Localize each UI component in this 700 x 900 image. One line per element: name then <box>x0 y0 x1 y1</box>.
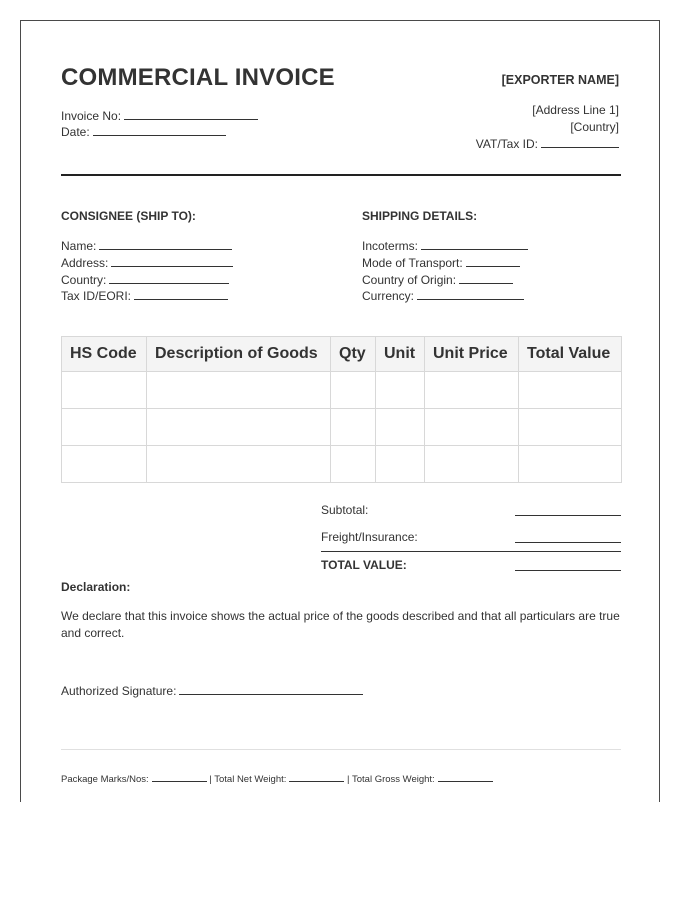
table-cell[interactable] <box>331 372 376 409</box>
column-header: Unit Price <box>425 337 519 372</box>
table-row <box>62 372 622 409</box>
consignee-taxid-field <box>61 288 228 303</box>
signature-blank[interactable] <box>179 683 363 695</box>
net-weight-label: | Total Net Weight: <box>209 774 287 785</box>
column-header: Qty <box>331 337 376 372</box>
table-cell[interactable] <box>62 409 147 446</box>
consignee-country-field <box>61 272 229 287</box>
exporter-vat <box>476 136 619 151</box>
column-header: HS Code <box>62 337 147 372</box>
currency-label: Currency: <box>362 289 415 303</box>
exporter-name: [EXPORTER NAME] <box>501 73 619 87</box>
declaration-text: We declare that this invoice shows the actual price of the goods described and that all particulars are true and correct. <box>61 609 620 640</box>
consignee-country-blank[interactable] <box>109 272 229 284</box>
table-header-row <box>62 337 622 372</box>
vat-blank[interactable] <box>541 136 619 148</box>
table-cell[interactable] <box>425 409 519 446</box>
totals-divider <box>321 551 621 552</box>
invoice-page <box>20 20 660 802</box>
date-blank[interactable] <box>93 124 226 136</box>
exporter-address: [Address Line 1] <box>532 103 619 117</box>
table-cell[interactable] <box>425 446 519 483</box>
total-value-label: TOTAL VALUE: <box>321 558 407 572</box>
date-label: Date: <box>61 125 90 139</box>
invoice-title: COMMERCIAL INVOICE <box>61 64 335 91</box>
incoterms-field <box>362 238 528 253</box>
table-cell[interactable] <box>376 409 425 446</box>
gross-weight-blank[interactable] <box>438 772 493 782</box>
consignee-name-label: Name: <box>61 239 97 253</box>
transport-mode-field <box>362 255 520 270</box>
column-header: Description of Goods <box>147 337 331 372</box>
consignee-taxid-label: Tax ID/EORI: <box>61 289 132 303</box>
table-cell[interactable] <box>62 446 147 483</box>
consignee-address-blank[interactable] <box>111 255 233 267</box>
origin-country-label: Country of Origin: <box>362 273 457 287</box>
signature-label: Authorized Signature: <box>61 684 177 698</box>
total-value-blank[interactable] <box>515 570 621 571</box>
declaration-heading: Declaration: <box>61 580 131 594</box>
table-cell[interactable] <box>147 372 331 409</box>
consignee-name-blank[interactable] <box>99 238 232 250</box>
transport-mode-blank[interactable] <box>466 255 520 267</box>
column-header: Total Value <box>519 337 622 372</box>
table-row <box>62 446 622 483</box>
shipping-heading: SHIPPING DETAILS: <box>362 209 478 223</box>
signature-field <box>61 683 363 698</box>
subtotal-label: Subtotal: <box>321 503 369 517</box>
currency-field <box>362 288 524 303</box>
invoice-no-field <box>61 108 258 123</box>
incoterms-label: Incoterms: <box>362 239 419 253</box>
table-cell[interactable] <box>519 446 622 483</box>
package-marks-blank[interactable] <box>152 772 207 782</box>
incoterms-blank[interactable] <box>421 238 528 250</box>
table-cell[interactable] <box>519 372 622 409</box>
column-header: Unit <box>376 337 425 372</box>
table-cell[interactable] <box>425 372 519 409</box>
goods-table <box>61 336 622 483</box>
table-cell[interactable] <box>331 446 376 483</box>
table-cell[interactable] <box>519 409 622 446</box>
table-row <box>62 409 622 446</box>
table-cell[interactable] <box>376 372 425 409</box>
invoice-no-label: Invoice No: <box>61 109 122 123</box>
consignee-heading: CONSIGNEE (SHIP TO): <box>61 209 196 223</box>
consignee-country-label: Country: <box>61 273 107 287</box>
footer-divider <box>61 749 621 750</box>
package-marks-label: Package Marks/Nos: <box>61 774 149 785</box>
consignee-address-field <box>61 255 233 270</box>
subtotal-blank[interactable] <box>515 515 621 516</box>
consignee-taxid-blank[interactable] <box>134 288 228 300</box>
freight-blank[interactable] <box>515 542 621 543</box>
origin-country-field <box>362 272 513 287</box>
table-cell[interactable] <box>147 446 331 483</box>
gross-weight-label: | Total Gross Weight: <box>347 774 435 785</box>
consignee-name-field <box>61 238 232 253</box>
consignee-address-label: Address: <box>61 256 109 270</box>
transport-mode-label: Mode of Transport: <box>362 256 463 270</box>
vat-label: VAT/Tax ID: <box>475 137 538 151</box>
header-divider <box>61 174 621 176</box>
table-cell[interactable] <box>147 409 331 446</box>
table-cell[interactable] <box>331 409 376 446</box>
net-weight-blank[interactable] <box>289 772 344 782</box>
footer-line <box>61 772 493 785</box>
currency-blank[interactable] <box>417 288 524 300</box>
freight-label: Freight/Insurance: <box>321 530 418 544</box>
exporter-country: [Country] <box>570 120 619 134</box>
origin-country-blank[interactable] <box>459 272 513 284</box>
invoice-no-blank[interactable] <box>124 108 258 120</box>
date-field <box>61 124 226 139</box>
table-cell[interactable] <box>376 446 425 483</box>
table-cell[interactable] <box>62 372 147 409</box>
